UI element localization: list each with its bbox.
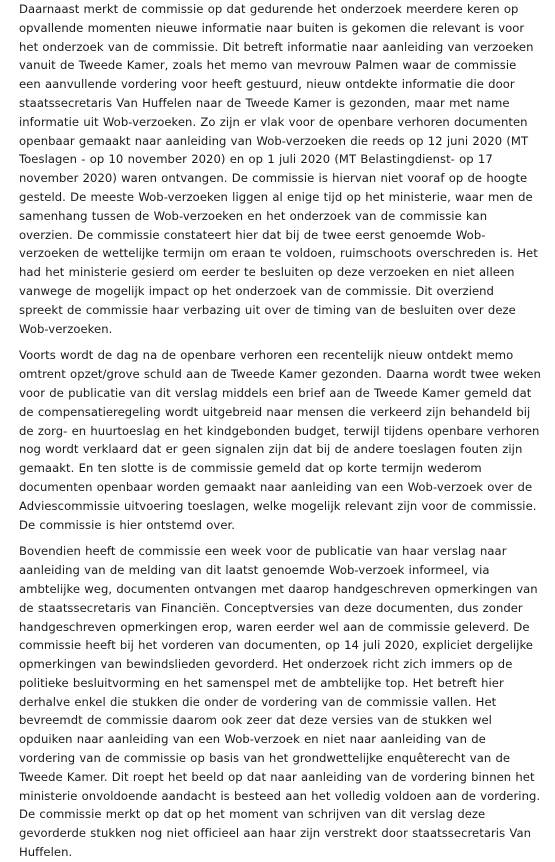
paragraph-1: Daarnaast merkt de commissie op dat gedurende het onderzoek meerdere keren op opvallende momenten nieuwe informatie naar buiten is gekomen die relevant is voor het onderzoek van de commissie. Dit betreft informatie naar aanleiding van verzoeken vanuit de Tweede Kamer, zoals het memo van mevrouw Palmen waar de commissie een aanvullende vordering voor heeft gestuurd, nieuw ontdekte informatie die door staatssecretaris Van Huffelen naar de Tweede Kamer is gezonden, maar met name informatie uit Wob-verzoeken. Zo zijn er vlak voor de openbare verhoren documenten openbaar gemaakt naar aanleiding van Wob-verzoeken die reeds op 12 juni 2020 (MT Toeslagen - op 10 november 2020) en op 1 juli 2020 (MT Belastingdienst- op 17 november 2020) waren ontvangen. De commissie is hiervan niet vooraf op de hoogte gesteld. De meeste Wob-verzoeken liggen al enige tijd op het ministerie, waar men de samenhang tussen de Wob-verzoeken en het onderzoek van de commissie kan overzien. De commissie constateert hier dat bij de twee eerst genoemde Wob-verzoeken de wettelijke termijn om eraan te voldoen, ruimschoots overschreden is. Het had het ministerie gesierd om eerder te besluiten op deze verzoeken en niet alleen vanwege de mogelijk impact op het onderzoek van de commissie. Dit overziend spreekt de commissie haar verbazing uit over de timing van de besluiten over deze Wob-verzoeken. bbox=[19, 2, 538, 336]
paragraph-2: Voorts wordt de dag na de openbare verhoren een recentelijk nieuw ontdekt memo omtrent opzet/grove schuld aan de Tweede Kamer gezonden. Daarna wordt twee weken voor de publicatie van dit verslag middels een brief aan de Tweede Kamer gemeld dat de compensatieregeling wordt uitgebreid naar mensen die verkeerd zijn behandeld bij de zorg- en huurtoeslag en het kindgebonden budget, terwijl tijdens openbare verhoren nog wordt verklaard dat er geen signalen zijn dat bij de andere toeslagen fouten zijn gemaakt. En ten slotte is de commissie gemeld dat op korte termijn wederom documenten openbaar worden gemaakt naar aanleiding van een Wob-verzoek over de Adviescommissie uitvoering toeslagen, welke mogelijk relevant zijn voor de commissie. De commissie is hier ontstemd over. bbox=[19, 348, 541, 532]
document-page bbox=[19, 0, 541, 862]
paragraph-3: Bovendien heeft de commissie een week voor de publicatie van haar verslag naar aanleiding van de melding van dit laatst genoemde Wob-verzoek informeel, via ambtelijke weg, documenten ontvangen met daarop handgeschreven opmerkingen van de staatssecretaris van Financiën. Conceptversies van deze documenten, dus zonder handgeschreven opmerkingen erop, waren eerder wel aan de commissie geleverd. De commissie heeft bij het vorderen van documenten, op 14 juli 2020, expliciet dergelijke opmerkingen van bewindslieden gevorderd. Het onderzoek richt zich immers op de politieke besluitvorming en het samenspel met de ambtelijke top. Het betreft hier derhalve enkel die stukken die onder de vordering van de commissie vallen. Het bevreemdt de commissie daarom ook zeer dat deze versies van de stukken wel opduiken naar aanleiding van een Wob-verzoek en niet naar aanleiding van de vordering van de commissie op basis van het grondwettelijke enquêterecht van de Tweede Kamer. Dit roept het beeld op dat naar aanleiding van de vordering binnen het ministerie onvoldoende aandacht is besteed aan het volledig voldoen aan de vordering. De commissie merkt op dat op het moment van schrijven van dit verslag deze gevorderde stukken nog niet officieel aan haar zijn verstrekt door staatssecretaris Van Huffelen. bbox=[19, 544, 541, 860]
